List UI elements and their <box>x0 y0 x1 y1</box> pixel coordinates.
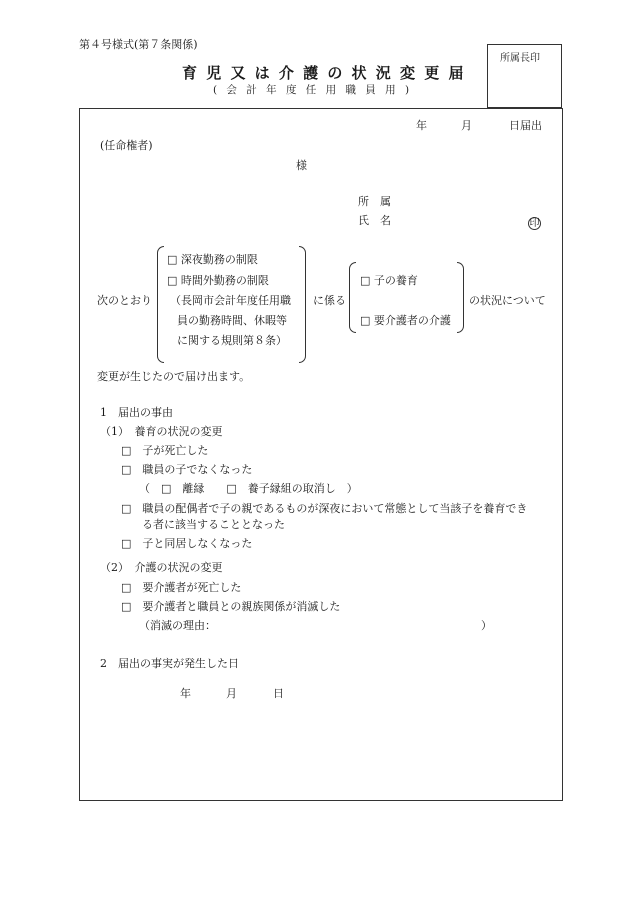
option-childcare: □ 子の養育 <box>360 274 418 287</box>
option-night-work: □ 深夜勤務の制限 <box>167 253 258 266</box>
left-brace-2 <box>349 262 356 333</box>
form-subtitle: ( 会 計 年 度 任 用 職 員 用 ) <box>213 84 413 96</box>
option-overtime: □ 時間外勤務の制限 <box>167 274 269 287</box>
item-spouse-line1: □ 職員の配偶者で子の親であるものが深夜において常態として当該子を養育でき <box>121 502 528 515</box>
rule-ref-3: に関する規則第８条） <box>177 334 287 347</box>
section2-title: 2 届出の事実が発生した日 <box>100 657 239 670</box>
rule-ref-1: （長岡市会計年度任用職 <box>170 294 291 307</box>
section1-sub1-title: （1） 養育の状況の変更 <box>100 425 223 438</box>
item-divorce-options: （ □ 離縁 □ 養子縁組の取消し ） <box>139 482 358 495</box>
occurrence-month: 月 <box>226 687 237 700</box>
reason-label: （消滅の理由： <box>139 619 216 632</box>
form-title: 育 児 又 は 介 護 の 状 況 変 更 届 <box>182 64 466 82</box>
item-not-cohabiting: □ 子と同居しなくなった <box>121 537 253 550</box>
seal-box-label: 所属長印 <box>500 53 540 64</box>
seal-box <box>487 44 562 108</box>
statement-suffix: の状況について <box>469 294 546 307</box>
rule-ref-2: 員の勤務時間、休暇等 <box>177 314 287 327</box>
section1-sub2-title: （2） 介護の状況の変更 <box>100 561 223 574</box>
dept-label: 所 属 <box>358 195 391 208</box>
date-year: 年 <box>416 119 427 132</box>
appointer-label: (任命権者) <box>100 139 153 152</box>
statement-mid: に係る <box>313 294 346 307</box>
right-brace-2 <box>457 262 464 333</box>
item-child-died: □ 子が死亡した <box>121 444 209 457</box>
right-brace-1 <box>299 246 306 363</box>
item-relationship-ended: □ 要介護者と職員との親族関係が消滅した <box>121 600 341 613</box>
form-number: 第４号様式(第７条関係) <box>79 38 198 51</box>
section1-title: 1 届出の事由 <box>100 406 173 419</box>
left-brace-1 <box>157 246 164 363</box>
reason-close: ） <box>481 619 492 632</box>
name-label: 氏 名 <box>358 214 391 227</box>
seal-icon: 印 <box>529 218 540 229</box>
honorific: 様 <box>296 159 307 172</box>
occurrence-day: 日 <box>273 687 284 700</box>
item-spouse-line2: る者に該当することとなった <box>142 518 285 531</box>
statement-prefix: 次のとおり <box>97 294 152 307</box>
item-care-recipient-died: □ 要介護者が死亡した <box>121 581 242 594</box>
option-nursing: □ 要介護者の介護 <box>360 314 451 327</box>
item-not-child: □ 職員の子でなくなった <box>121 463 253 476</box>
date-month: 月 <box>461 119 472 132</box>
occurrence-year: 年 <box>180 687 191 700</box>
statement-closing: 変更が生じたので届け出ます。 <box>97 370 251 383</box>
date-day-submitted: 日届出 <box>509 119 542 132</box>
